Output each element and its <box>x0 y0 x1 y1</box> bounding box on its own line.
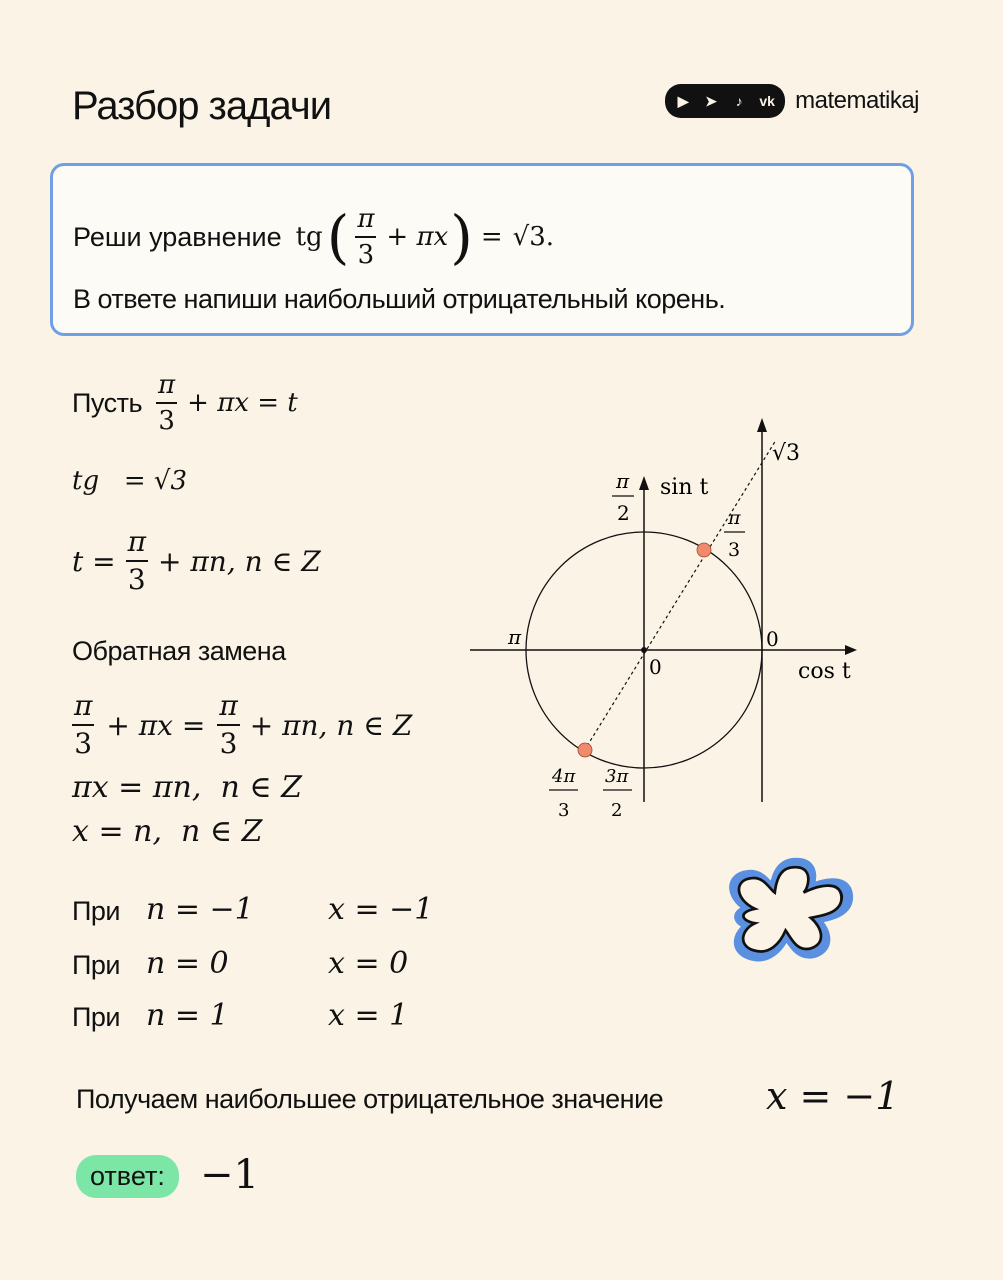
answer-badge: ответ: <box>76 1155 179 1198</box>
task-box <box>50 163 914 336</box>
pi-half-den: 2 <box>617 501 630 525</box>
origin-dot <box>641 647 647 653</box>
sqrt3-label: √3 <box>772 441 801 466</box>
conclusion-text: Получаем наибольшее отрицательное значение <box>76 1084 664 1114</box>
reverse-line-2: πx = πn, n ∈ Z <box>72 770 302 805</box>
tg-line: tg = √3 <box>72 466 188 496</box>
four-pi-num: 4π <box>552 766 576 787</box>
point-four-pi-third <box>578 743 592 757</box>
case-row: При n = 0 x = 0 <box>72 946 409 981</box>
social-icons <box>665 84 785 118</box>
four-pi-den: 3 <box>558 800 570 821</box>
sin-label: sin t <box>660 475 709 500</box>
youtube-icon[interactable]: ▶ <box>671 89 695 113</box>
task-prefix: Реши уравнение <box>73 221 282 252</box>
conclusion-value: x = −1 <box>766 1074 900 1118</box>
point-pi-third <box>697 543 711 557</box>
tangent-axis-arrow <box>757 418 767 432</box>
tiktok-icon[interactable]: ♪ <box>727 89 751 113</box>
task-fraction: $\frac{\pi}{3}$ <box>357 204 375 270</box>
cos-label: cos t <box>798 659 851 684</box>
page-title: Разбор задачи <box>72 84 332 128</box>
t-line: t = $\frac{\pi}{3}$ + πn, n ∈ Z <box>72 525 321 596</box>
case-row: При n = −1 x = −1 <box>72 892 434 927</box>
reverse-label: Обратная замена <box>72 636 286 666</box>
case-row: При n = 1 x = 1 <box>72 998 409 1033</box>
three-pi-den: 2 <box>611 800 623 821</box>
zero-right-label: 0 <box>766 627 779 651</box>
cos-axis-arrow <box>845 645 857 655</box>
reverse-line-3: x = n, n ∈ Z <box>72 814 263 849</box>
pi-third-den: 3 <box>728 539 741 561</box>
brand-name: matematikaj <box>795 87 919 114</box>
telegram-icon[interactable]: ➤ <box>699 89 723 113</box>
sin-axis-arrow <box>639 476 649 490</box>
reverse-line-1: $\frac{\pi}{3}$ + πx = $\frac{\pi}{3}$ + πn, n ∈ Z <box>74 689 413 760</box>
vk-icon[interactable]: vk <box>755 89 779 113</box>
task-equation-line <box>73 203 555 271</box>
pi-half-num: π <box>616 469 630 493</box>
pi-label: π <box>508 625 522 649</box>
brand <box>665 84 919 118</box>
unit-circle-diagram <box>460 410 880 840</box>
zero-center-label: 0 <box>649 655 662 679</box>
answer-value: −1 <box>200 1152 259 1198</box>
pi-third-num: π <box>728 507 741 529</box>
mascot-doodle-icon <box>722 857 858 969</box>
three-pi-num: 3π <box>605 766 629 787</box>
task-instruction: В ответе напиши наибольший отрицательный корень. <box>73 284 726 314</box>
let-line: Пусть $\frac{\pi}{3}$ + πx = t <box>72 370 298 436</box>
tg-symbol: tg <box>295 222 323 252</box>
task-equation: tg ( $\frac{\pi}{3}$ + πx ) = √3 . <box>295 203 555 271</box>
